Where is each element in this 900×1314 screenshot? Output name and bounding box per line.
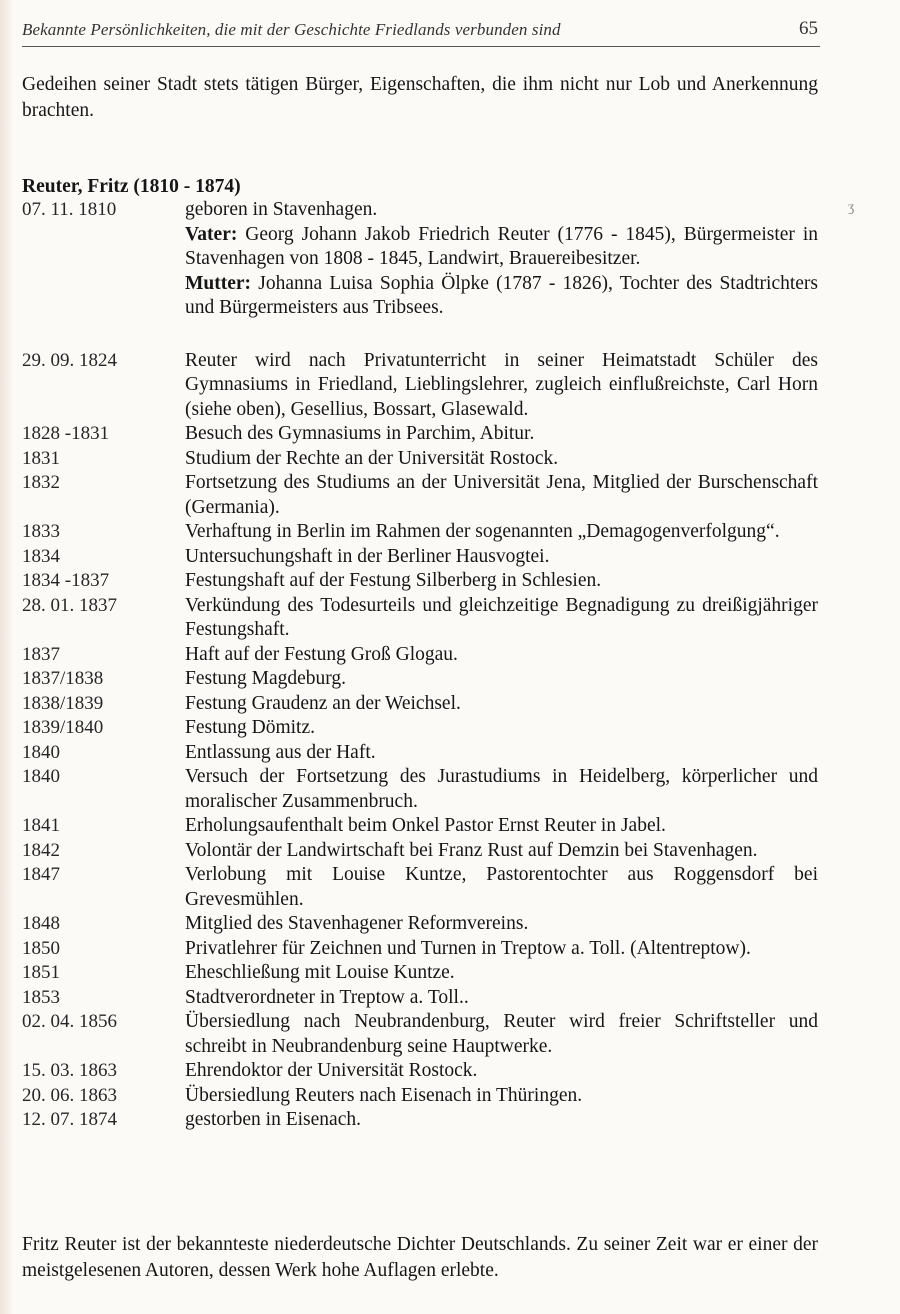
entry-description: Fortsetzung des Studiums an der Universität Jena, Mitglied der Burschenschaft (Germania). (185, 472, 818, 518)
entry-description (185, 198, 818, 321)
entry-date: 1840 (22, 741, 60, 763)
entry-date: 1839/1840 (22, 717, 104, 738)
timeline-entry (22, 961, 818, 986)
entry-date: 07. 11. 1810 (22, 199, 117, 220)
entry-date: 1838/1839 (22, 692, 104, 714)
entry-description: Verlobung mit Louise Kuntze, Pastorentochter aus Roggensdorf bei Grevesmühlen. (185, 864, 818, 910)
entry-date: 1847 (22, 864, 60, 885)
timeline-entry (22, 349, 818, 423)
timeline-entry (22, 447, 818, 472)
entry-description: Festung Graudenz an der Weichsel. (185, 692, 461, 714)
entry-date: 1837/1838 (22, 668, 104, 689)
entry-description: Verhaftung in Berlin im Rahmen der sogenannten „Demagogenverfolgung“. (185, 521, 780, 542)
timeline-entry (22, 422, 818, 447)
timeline-entry-birth (22, 198, 818, 321)
entry-description: Eheschließung mit Louise Kuntze. (185, 962, 455, 983)
timeline-entry (22, 545, 818, 570)
intro-paragraph: Gedeihen seiner Stadt stets tätigen Bürger, Eigenschaften, die ihm nicht nur Lob und Anerkennung brachten. (22, 74, 818, 121)
entry-date: 1833 (22, 521, 60, 542)
timeline-entry (22, 716, 818, 741)
entry-spacer (22, 321, 818, 349)
entry-description: Verkündung des Todesurteils und gleichzeitige Begnadigung zu dreißigjähriger Festungshaft. (185, 594, 818, 640)
timeline-entry (22, 1059, 818, 1084)
birth-text: geboren in Stavenhagen. (185, 199, 378, 220)
timeline-entry (22, 667, 818, 692)
entry-description: Entlassung aus der Haft. (185, 741, 376, 763)
entry-description: Erholungsaufenthalt beim Onkel Pastor Ernst Reuter in Jabel. (185, 815, 666, 836)
biography-timeline (22, 198, 818, 1133)
entry-description: Privatlehrer für Zeichnen und Turnen in Treptow a. Toll. (Altentreptow). (185, 937, 751, 959)
father-label: Vater: (185, 223, 238, 245)
entry-date: 12. 07. 1874 (22, 1109, 117, 1130)
mother-text: Johanna Luisa Sophia Ölpke (1787 - 1826), Tochter des Stadtrichters und Bürgermeisters aus Tribsees. (185, 272, 819, 318)
mother-line (185, 272, 818, 321)
entry-date: 1832 (22, 472, 60, 493)
timeline-entry (22, 765, 818, 814)
entry-date: 1834 -1837 (22, 570, 110, 591)
entry-date: 1851 (22, 962, 60, 983)
timeline-entry (22, 471, 818, 520)
entry-date: 20. 06. 1863 (22, 1084, 117, 1106)
mother-label: Mutter: (185, 272, 252, 294)
entry-description: Festung Dömitz. (185, 717, 315, 738)
entry-description: Besuch des Gymnasiums in Parchim, Abitur. (185, 423, 535, 444)
entry-date: 1840 (22, 766, 60, 787)
timeline-entry (22, 814, 818, 839)
timeline-entry (22, 594, 818, 643)
timeline-events (22, 349, 818, 1133)
timeline-entry (22, 937, 818, 962)
timeline-entry (22, 986, 818, 1011)
entry-date: 1848 (22, 913, 60, 934)
entry-description: Übersiedlung Reuters nach Eisenach in Thüringen. (185, 1084, 583, 1106)
entry-description: Volontär der Landwirtschaft bei Franz Rust auf Demzin bei Stavenhagen. (185, 839, 758, 861)
entry-date: 1841 (22, 815, 60, 836)
timeline-entry (22, 569, 818, 594)
entry-date: 02. 04. 1856 (22, 1011, 117, 1032)
entry-date: 1834 (22, 545, 60, 567)
entry-description: Haft auf der Festung Groß Glogau. (185, 643, 458, 665)
timeline-entry (22, 520, 818, 545)
entry-description: gestorben in Eisenach. (185, 1109, 361, 1130)
timeline-entry (22, 839, 818, 864)
father-line (185, 223, 818, 272)
timeline-entry (22, 692, 818, 717)
entry-description: Untersuchungshaft in der Berliner Hausvogtei. (185, 545, 550, 567)
entry-date: 29. 09. 1824 (22, 349, 117, 371)
father-text: Georg Johann Jakob Friedrich Reuter (1776 - 1845), Bürgermeister in Stavenhagen von 1808 - 1845, Landwirt, Brauereibesitzer. (185, 223, 818, 269)
entry-date: 15. 03. 1863 (22, 1060, 117, 1081)
entry-description: Versuch der Fortsetzung des Jurastudiums in Heidelberg, körperlicher und moralischer Zusammenbruch. (185, 766, 818, 812)
entry-description: Reuter wird nach Privatunterricht in seiner Heimatstadt Schüler des Gymnasiums in Friedland, Lieblingslehrer, zugleich einflußreichste, Carl Horn (siehe oben), Gesellius, Bossart, Glasewald. (185, 349, 818, 420)
page-number: 65 (799, 18, 818, 39)
entry-description: Studium der Rechte an der Universität Rostock. (185, 447, 559, 469)
entry-description: Mitglied des Stavenhagener Reformvereins. (185, 913, 529, 934)
entry-date: 28. 01. 1837 (22, 594, 117, 616)
entry-date: 1853 (22, 986, 60, 1008)
timeline-entry (22, 1108, 818, 1133)
margin-mark: ʒ (848, 200, 855, 215)
timeline-entry (22, 1010, 818, 1059)
running-head: Bekannte Persönlichkeiten, die mit der Geschichte Friedlands verbunden sind (22, 20, 561, 39)
entry-date: 1837 (22, 643, 60, 665)
timeline-entry (22, 1084, 818, 1109)
entry-date: 1842 (22, 839, 60, 861)
timeline-entry (22, 863, 818, 912)
entry-description: Festung Magdeburg. (185, 668, 347, 689)
timeline-entry (22, 643, 818, 668)
scan-shadow-edge (0, 0, 14, 1314)
section-title: Reuter, Fritz (1810 - 1874) (22, 176, 241, 197)
page-header (22, 16, 820, 47)
entry-description: Ehrendoktor der Universität Rostock. (185, 1060, 478, 1081)
timeline-entry (22, 912, 818, 937)
timeline-entry (22, 741, 818, 766)
entry-description: Festungshaft auf der Festung Silberberg in Schlesien. (185, 570, 602, 591)
closing-paragraph: Fritz Reuter ist der bekannteste niederdeutsche Dichter Deutschlands. Zu seiner Zeit war er einer der meistgelesenen Autoren, dessen Werk hohe Auflagen erlebte. (22, 1234, 818, 1281)
entry-date: 1831 (22, 447, 60, 469)
entry-description: Stadtverordneter in Treptow a. Toll.. (185, 986, 469, 1008)
entry-description: Übersiedlung nach Neubrandenburg, Reuter wird freier Schriftsteller und schreibt in Neubrandenburg seine Hauptwerke. (185, 1011, 818, 1057)
entry-date: 1828 -1831 (22, 423, 110, 444)
entry-date: 1850 (22, 937, 60, 959)
